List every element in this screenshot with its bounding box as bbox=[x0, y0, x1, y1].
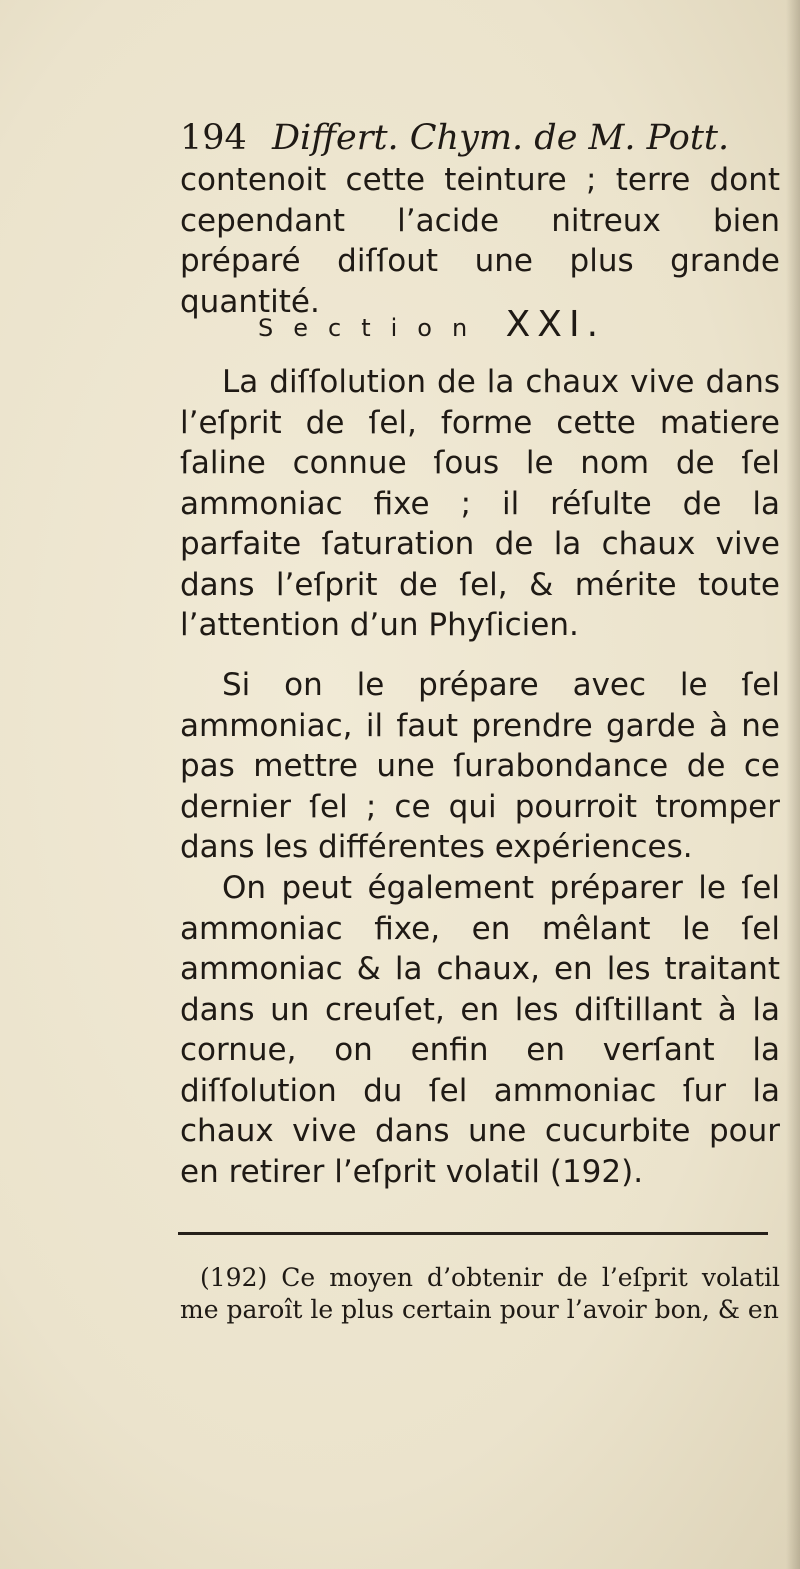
page-number: 194 bbox=[180, 118, 247, 158]
section-label: Section bbox=[258, 314, 488, 342]
footnote-rule bbox=[178, 1232, 768, 1235]
paragraph-1: La diſſolution de la chaux vive dans l’eſprit de ſel, forme cette matiere ſaline connue ſous le nom de ſel ammoniac fixe ; il réſulte de la parfaite ſaturation de la chaux vive dans l’eſprit de ſel, & mérite toute l’attention d’un Phyſicien. bbox=[180, 364, 780, 643]
running-header bbox=[180, 118, 729, 158]
footnote: (192) Ce moyen d’obtenir de l’eſprit volatil me paroît le plus certain pour l’avoir bon, & en bbox=[180, 1263, 780, 1324]
section-number: XXI. bbox=[505, 304, 606, 345]
page-edge-shadow bbox=[786, 0, 800, 1569]
section-heading bbox=[258, 304, 678, 345]
paragraph-3: On peut également préparer le ſel ammoniac fixe, en mêlant le ſel ammoniac & la chaux, en les traitant dans un creuſet, en les diſtillant à la cornue, on enfin en verſant la diſſolution du ſel ammoniac ſur la chaux vive dans une cucurbite pour en retirer l’eſprit volatil (192). bbox=[180, 870, 780, 1190]
paragraph-2: Si on le prépare avec le ſel ammoniac, il faut prendre garde à ne pas mettre une ſurabondance de ce dernier ſel ; ce qui pourroit tromper dans les différentes expériences. bbox=[180, 667, 780, 865]
running-title: Differt. Chym. de M. Pott. bbox=[271, 118, 730, 158]
continuation-text: contenoit cette teinture ; terre dont cependant l’acide nitreux bien préparé diſſout une plus grande quantité. bbox=[180, 162, 780, 320]
